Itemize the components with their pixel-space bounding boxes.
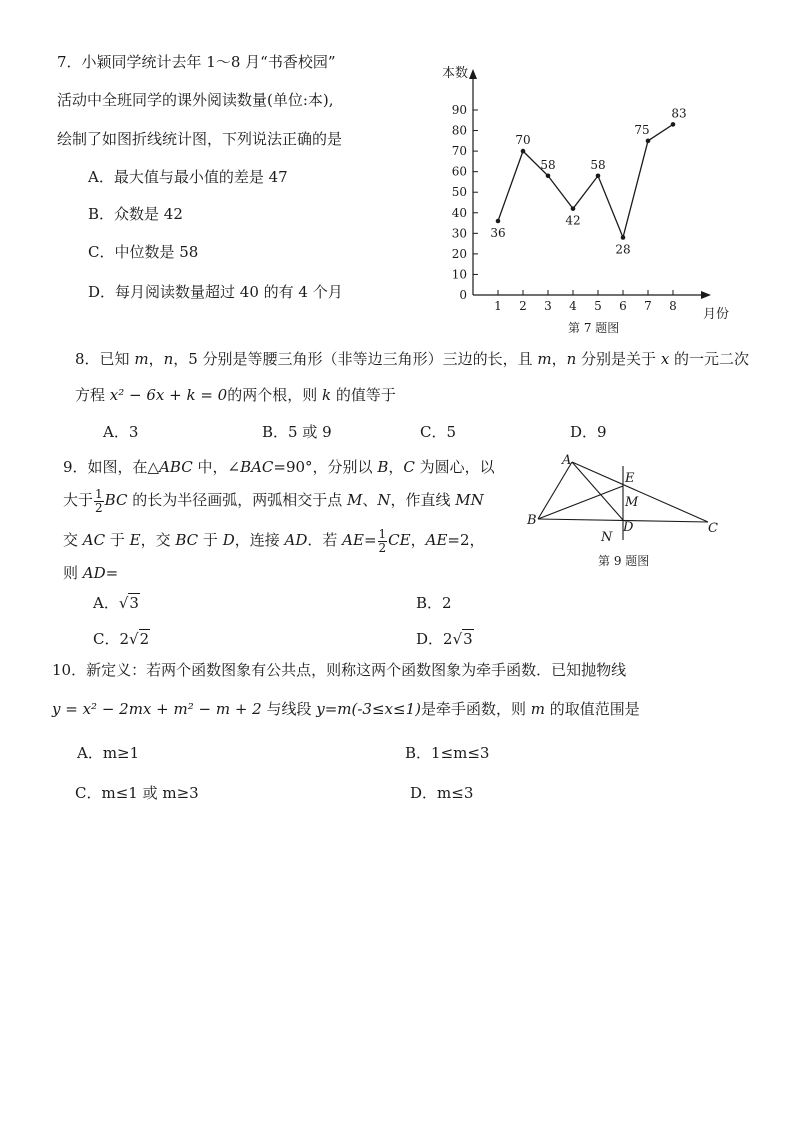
q8-stem-line2	[75, 388, 396, 403]
q8-text: 已知	[99, 350, 135, 368]
q7-option-d: D．每月阅读数量超过 40 的有 4 个月	[88, 283, 343, 301]
var-x: x	[660, 350, 670, 368]
y-tick-label: 90	[451, 103, 467, 117]
q9-option-a: A．√3	[93, 594, 139, 612]
q8-text: 的值等于	[331, 386, 396, 404]
data-label: 36	[490, 226, 506, 240]
q8-option-c: C．5	[420, 423, 457, 441]
data-label: 83	[671, 106, 687, 121]
segment-ab	[538, 462, 572, 519]
y-tick-label: 80	[451, 123, 467, 138]
data-point	[521, 149, 526, 154]
data-point	[571, 206, 576, 211]
fraction-one-half: $\frac{1}{2}$	[95, 487, 103, 515]
q10-stem-line1: 10．新定义：若两个函数图象有公共点，则称这两个函数图象为牵手函数．已知抛物线	[52, 661, 627, 679]
y-tick-label: 60	[451, 164, 467, 179]
q9-stem-line2: 大于 $\frac{1}{2}$ BC 的长为半径画弧，两弧相交于点 M、N，作直线 MN	[63, 487, 484, 515]
var-m: m	[537, 350, 552, 368]
q10-option-d: D．m≤3	[410, 784, 474, 802]
data-label: 42	[565, 213, 581, 228]
data-label: 70	[515, 133, 531, 148]
var-m: m	[134, 350, 149, 368]
q8-option-a: A．3	[103, 423, 139, 441]
q7-stem-line2: 活动中全班同学的课外阅读数量(单位:本),	[57, 91, 334, 109]
q7-option-b: B．众数是 42	[88, 205, 183, 223]
fraction-one-half: $\frac{1}{2}$	[378, 527, 387, 555]
data-point	[596, 173, 601, 178]
q8-text: 分别是关于	[576, 350, 661, 368]
x-tick-label: 4	[569, 299, 577, 313]
segment-ac	[572, 462, 708, 522]
x-ticks	[494, 290, 677, 313]
var-n: n	[163, 350, 174, 368]
q8-equation: x² − 6x + k = 0	[109, 386, 228, 404]
q10-equation: y = x² − 2mx + m² − m + 2	[52, 700, 262, 718]
q7-stem-line1: 7．小颖同学统计去年 1～8 月“书香校园”	[57, 53, 336, 71]
label-m: M	[625, 495, 639, 510]
q8-text: 的两个根，则	[227, 386, 322, 404]
x-axis-label: 月份	[703, 307, 730, 322]
data-point	[546, 173, 551, 178]
q7-option-a: A．最大值与最小值的差是 47	[88, 168, 288, 186]
q8-option-d: D．9	[570, 423, 607, 441]
segment-ad	[572, 462, 623, 520]
q7-option-c: C．中位数是 58	[88, 243, 199, 261]
chart-axes	[469, 69, 711, 299]
var-k: k	[321, 386, 332, 404]
q9-option-d: D．2√3	[416, 630, 473, 648]
y-tick-label: 10	[451, 267, 467, 282]
q10-stem-line2: y = x² − 2mx + m² − m + 2 与线段 y=m(-3≤x≤1)是牵手函数，则 m 的取值范围是	[52, 700, 640, 718]
data-point	[621, 235, 626, 240]
data-point	[671, 122, 676, 127]
y-tick-label: 0	[459, 288, 467, 302]
q10-segment: y=m(-3≤x≤1)	[316, 700, 421, 718]
q9-figure-caption: 第 9 题图	[598, 554, 650, 568]
y-tick-label: 70	[451, 144, 467, 159]
label-b: B	[527, 513, 537, 528]
q8-text: ，	[551, 350, 567, 368]
q9-triangle-figure	[525, 452, 735, 572]
q9-stem-line4: 则 AD=	[63, 564, 119, 582]
y-tick-label: 30	[451, 226, 467, 241]
q9-stem-line3: 交 AC 于 E，交 BC 于 D，连接 AD．若 AE= $\frac{1}{2}$ CE，AE=2，	[63, 527, 485, 555]
data-label: 28	[615, 242, 631, 257]
label-d: D	[623, 520, 634, 535]
q10-option-a: A．m≥1	[77, 744, 140, 762]
x-tick-label: 6	[619, 299, 627, 313]
x-tick-label: 1	[494, 299, 502, 313]
y-tick-label: 40	[451, 205, 467, 220]
q7-stem-line3: 绘制了如图折线统计图，下列说法正确的是	[57, 130, 343, 148]
q10-option-c: C．m≤1 或 m≥3	[75, 784, 199, 802]
data-point	[496, 219, 501, 224]
x-tick-label: 5	[594, 299, 602, 313]
q9-option-b: B．2	[416, 594, 452, 612]
q8-number: 8．	[75, 350, 100, 368]
data-point	[646, 139, 651, 144]
chart-caption: 第 7 题图	[568, 321, 620, 335]
q8-option-b: B．5 或 9	[262, 423, 332, 441]
y-axis-label: 本数	[442, 66, 469, 81]
segment-be	[538, 486, 623, 519]
label-n: N	[601, 530, 613, 545]
series-line	[490, 106, 686, 256]
label-e: E	[625, 471, 635, 486]
data-label: 75	[634, 122, 650, 137]
q8-text: ，	[148, 350, 164, 368]
var-n: n	[566, 350, 577, 368]
q9-option-c: C．2√2	[93, 630, 150, 648]
x-tick-label: 8	[669, 299, 677, 313]
q8-text: 的一元二次	[669, 350, 750, 368]
x-axis-arrow	[701, 291, 711, 299]
q7-line-chart	[430, 55, 740, 345]
x-tick-label: 7	[644, 299, 652, 313]
data-label: 58	[590, 157, 606, 172]
x-tick-label: 3	[544, 299, 552, 313]
q9-stem-line1: 9．如图，在△ABC 中，∠BAC=90°，分别以 B，C 为圆心，以	[63, 458, 495, 476]
q8-stem-line1	[75, 352, 749, 367]
label-a: A	[562, 453, 572, 468]
y-axis-arrow	[469, 69, 477, 79]
q10-option-b: B．1≤m≤3	[405, 744, 490, 762]
label-c: C	[708, 521, 718, 536]
data-label: 58	[540, 157, 556, 172]
q8-text: 方程	[75, 386, 110, 404]
y-tick-label: 50	[451, 185, 467, 200]
x-tick-label: 2	[519, 299, 527, 313]
y-tick-label: 20	[451, 246, 467, 261]
y-ticks	[452, 103, 478, 302]
q8-text: ，5 分别是等腰三角形（非等边三角形）三边的长，且	[173, 350, 538, 368]
